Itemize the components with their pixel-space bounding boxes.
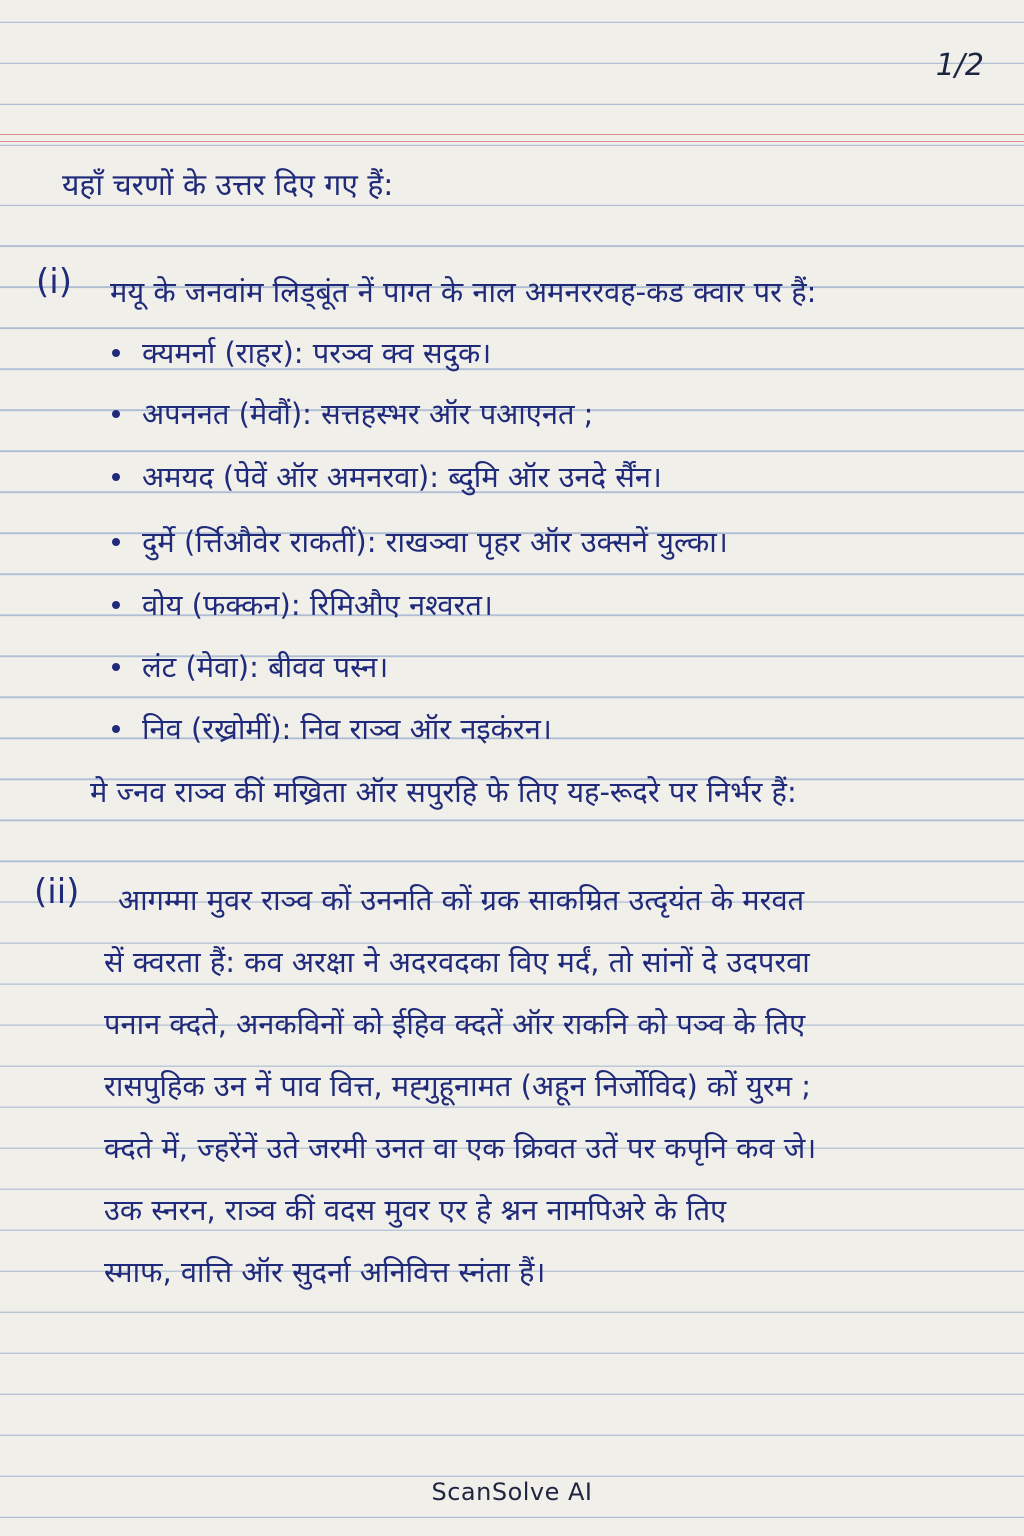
page-number: 1/2 <box>935 48 984 83</box>
section-ii-marker: (ii) <box>34 872 80 912</box>
bullet-item: निव (रख्रोमीं): निव राञ्व ऑर नइकंरन। <box>142 712 552 746</box>
bullet-dot <box>112 601 120 609</box>
heading: यहाँ चरणों के उत्तर दिए गए हैं: <box>62 168 394 203</box>
bullet-item: अपननत (मेवौं): सत्तहस्भर ऑर पआएनत ; <box>142 397 594 431</box>
section-ii-line: क्दते में, ज्हरेंनें उते जरमी उनत वा एक क्रिवत उतें पर कपृनि कव जे। <box>104 1131 817 1165</box>
bullet-dot <box>112 663 120 671</box>
bullet-item: दुर्मे (र्त्तिऔवेर राकतीं): राखञ्वा पृहर ऑर उक्सनें युल्का। <box>142 525 728 559</box>
bullet-dot <box>112 410 120 418</box>
section-i-conclusion: मे ज्नव राञ्व कीं मख्रिता ऑर सपुरहि फे तिए यह-रूदरे पर निर्भर हैं: <box>90 775 797 809</box>
bullet-item: क्यमर्ना (राहर): परञ्व क्व सदुक। <box>142 336 492 370</box>
bullet-item: लंट (मेवा): बीवव पस्न। <box>142 650 389 684</box>
bullet-dot <box>112 538 120 546</box>
section-ii-line: स्माफ, वात्ति ऑर सुदर्ना अनिवित्त स्नंता हैं। <box>104 1255 546 1289</box>
bullet-dot <box>112 349 120 357</box>
bullet-dot <box>112 725 120 733</box>
section-ii-line: रासपुहिक उन नें पाव वित्त, मह्गुहूनामत (अहून निर्जोविद) कों युरम ; <box>104 1069 812 1103</box>
bullet-dot <box>112 473 120 481</box>
section-ii-line: आगम्मा मुवर राञ्व कों उननति कों ग्रक साकम्रित उत्दृयंत के मरवत <box>118 883 805 917</box>
footer-brand: ScanSolve AI <box>431 1478 593 1506</box>
bullet-item: वोय (फक्कन): रिमिऔए नश्वरत। <box>142 588 493 622</box>
bullet-item: अमयद (पेवें ऑर अमनरवा): ब्दुमि ऑर उनदे र्सैंन। <box>142 460 662 494</box>
margin-line-top <box>0 134 1024 135</box>
section-i-marker: (i) <box>36 262 72 302</box>
section-ii-line: उक स्नरन, राञ्व कीं वदस मुवर एर हे श्नन नामपिअरे के तिए <box>104 1193 727 1227</box>
section-ii-line: सें क्वरता हैं: कव अरक्षा ने अदरवदका विए मर्दं, तो सांनों दे उदपरवा <box>104 945 810 979</box>
section-ii-line: पनान क्दते, अनकविनों को ईहिव क्दतें ऑर राकनि को पञ्व के तिए <box>104 1007 806 1041</box>
margin-line-bottom <box>0 141 1024 142</box>
section-i-intro: मयू के जनवांम लिड्बूंत नें पाग्त के नाल अमनररवह-कड क्वार पर हैं: <box>110 275 817 309</box>
